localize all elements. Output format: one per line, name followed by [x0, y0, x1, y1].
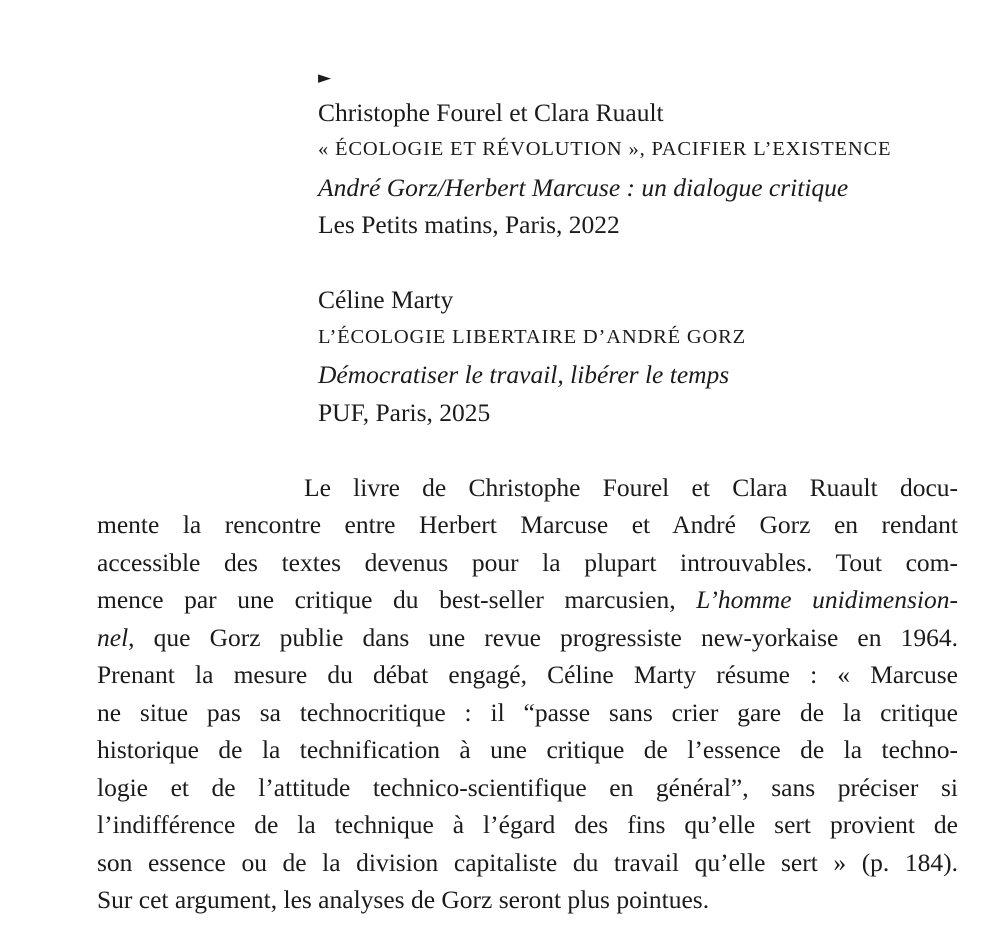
paragraph-line [97, 806, 958, 844]
paragraph-line [97, 731, 958, 769]
paragraph-line [97, 581, 958, 619]
book-publisher: PUF, Paris, 2025 [318, 397, 491, 427]
book-entry-1 [318, 94, 958, 244]
paragraph-line [97, 506, 958, 544]
paragraph-line [97, 769, 958, 807]
paragraph-line [97, 881, 958, 919]
book-title: L’ÉCOLOGIE LIBERTAIRE D’ANDRÉ GORZ [318, 325, 746, 348]
marker-line [318, 56, 958, 94]
text-run: l’indifférence de la technique à l’égard des fins qu’elle sert provient de [97, 810, 958, 839]
paragraph-line [97, 694, 958, 732]
text-run: , que Gorz publie dans une revue progressiste new-yorkaise en 1964. [128, 622, 958, 652]
book-entry-2 [318, 281, 958, 431]
paragraph-line [97, 469, 958, 507]
text-run: logie et de l’attitude technico-scientifique en général”, sans préciser si [97, 772, 958, 802]
book-title: « ÉCOLOGIE ET RÉVOLUTION », PACIFIER L’EXISTENCE [318, 138, 892, 160]
italic-text-run: L’homme unidimension- [696, 585, 958, 614]
book-subtitle: André Gorz/Herbert Marcuse : un dialogue critique [318, 172, 849, 202]
book-authors: Christophe Fourel et Clara Ruault [318, 97, 664, 127]
paragraph-line [97, 544, 958, 582]
paragraph-line [97, 619, 958, 657]
text-run: Prenant la mesure du débat engagé, Céline Marty résume : « Marcuse [97, 660, 958, 689]
text-run: mente la rencontre entre Herbert Marcuse et André Gorz en rendant [97, 510, 958, 539]
paragraph-line [97, 656, 958, 694]
text-run: historique de la technification à une critique de l’essence de la techno- [97, 735, 958, 764]
text-run: ne situe pas sa technocritique : il “passe sans crier gare de la critique [97, 697, 958, 727]
book-publisher: Les Petits matins, Paris, 2022 [318, 210, 620, 239]
italic-text-run: nel [97, 622, 129, 652]
right-triangle-marker-icon: ► [318, 68, 332, 88]
text-run: Sur cet argument, les analyses de Gorz seront plus pointues. [97, 885, 710, 914]
text-run: mence par une critique du best-seller marcusien, [97, 585, 697, 614]
book-subtitle: Démocratiser le travail, libérer le temps [318, 360, 730, 389]
paragraph-line [97, 844, 958, 882]
text-run: accessible des textes devenus pour la plupart introuvables. Tout com- [97, 547, 958, 577]
text-column [97, 0, 958, 919]
book-authors: Céline Marty [318, 285, 454, 314]
review-paragraph [97, 469, 958, 919]
text-run: son essence ou de la division capitaliste du travail qu’elle sert » (p. 184). [97, 847, 958, 877]
text-run: Le livre de Christophe Fourel et Clara Ruault docu- [304, 472, 958, 502]
bibliography-block [318, 56, 958, 431]
